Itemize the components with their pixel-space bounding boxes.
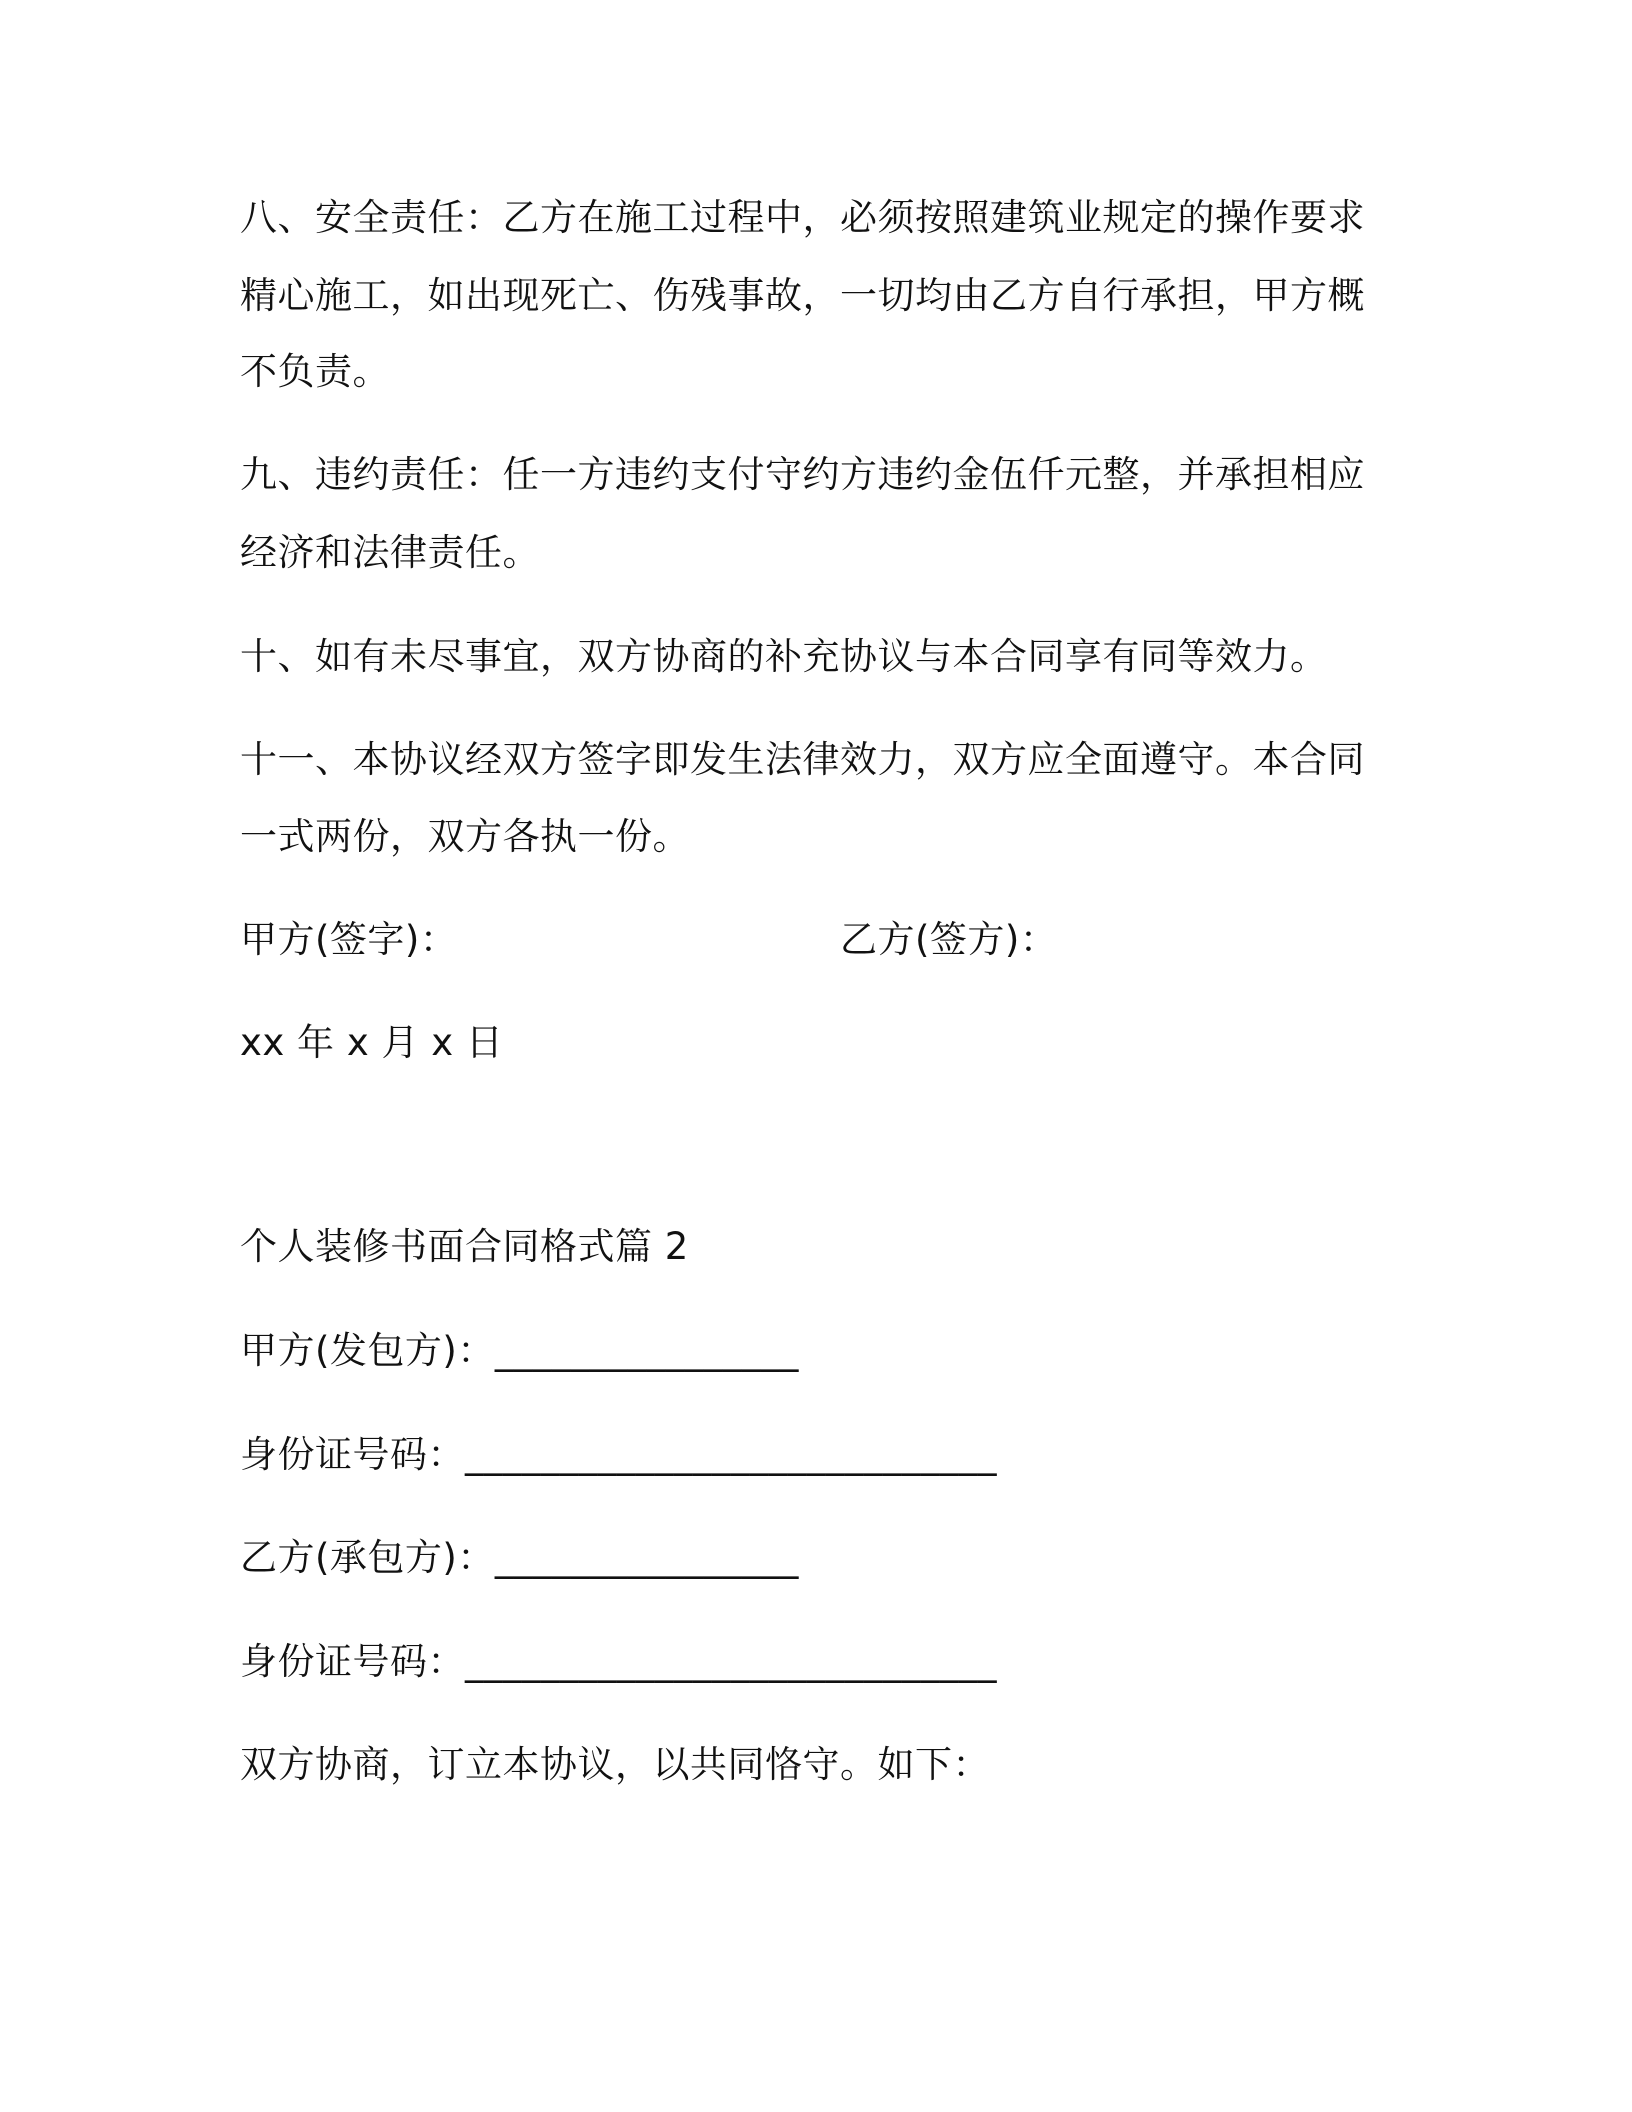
- clause-8-line-2: 精心施工，如出现死亡、伤残事故，一切均由乙方自行承担，甲方概: [240, 274, 1365, 317]
- party-b-signature-label: 乙方(签方)：: [840, 918, 1058, 961]
- party-b-field: 乙方(承包方)：________________: [240, 1536, 799, 1579]
- clause-11-line-2: 一式两份，双方各执一份。: [240, 815, 690, 858]
- section-2-title: 个人装修书面合同格式篇 2: [240, 1225, 689, 1268]
- party-a-signature-label: 甲方(签字)：: [240, 918, 458, 961]
- agreement-intro: 双方协商，订立本协议，以共同恪守。如下：: [240, 1743, 990, 1786]
- party-a-field: 甲方(发包方)：________________: [240, 1329, 799, 1372]
- clause-8-line-3: 不负责。: [240, 350, 390, 393]
- signature-date: xx 年 x 月 x 日: [240, 1021, 504, 1064]
- clause-11-line-1: 十一、本协议经双方签字即发生法律效力，双方应全面遵守。本合同: [240, 738, 1365, 781]
- party-a-id-field: 身份证号码：____________________________: [240, 1433, 997, 1476]
- clause-9-line-2: 经济和法律责任。: [240, 531, 540, 574]
- party-b-id-field: 身份证号码：____________________________: [240, 1640, 997, 1683]
- clause-10-line-1: 十、如有未尽事宜，双方协商的补充协议与本合同享有同等效力。: [240, 635, 1328, 678]
- clause-8-line-1: 八、安全责任：乙方在施工过程中，必须按照建筑业规定的操作要求: [240, 196, 1365, 239]
- clause-9-line-1: 九、违约责任：任一方违约支付守约方违约金伍仟元整，并承担相应: [240, 453, 1365, 496]
